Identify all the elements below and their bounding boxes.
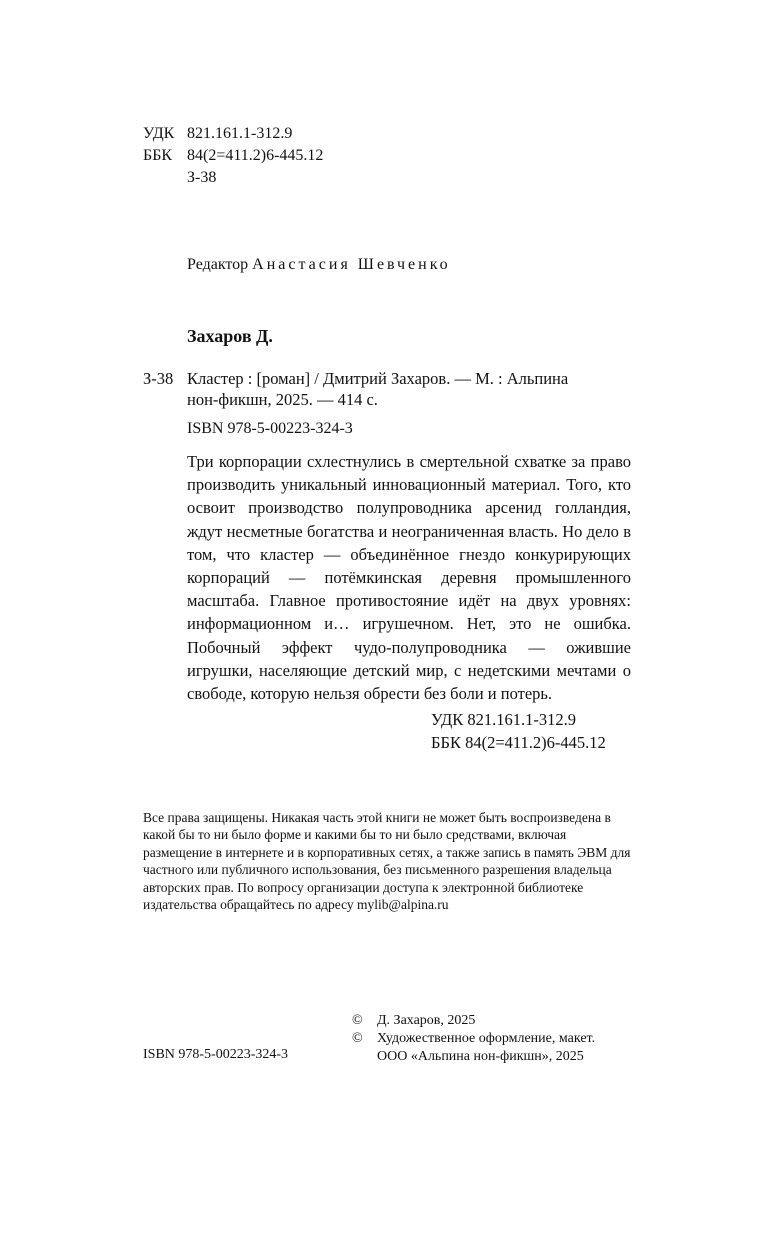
udk-row [143, 123, 323, 145]
udk-value: 821.161.1-312.9 [187, 125, 293, 142]
catalog-line-1 [143, 367, 568, 390]
catalog-line-2: нон-фикшн, 2025. — 414 с. [187, 390, 378, 409]
author-mark-row [143, 167, 323, 189]
udk-label: УДК [143, 125, 175, 142]
editor-name: Анастасия Шевченко [252, 256, 451, 273]
copyright-design-1: Художественное оформление, макет. [377, 1031, 596, 1046]
copyright-author: Д. Захаров, 2025 [377, 1013, 476, 1028]
bbk-row [143, 145, 323, 167]
editor-credit [187, 256, 451, 274]
rights-notice: Все права защищены. Никакая часть этой книги не может быть воспроизведена в какой бы то ни было форме и какими бы то ни было средствами, включая размещение в интернете и в корпоративных сетях, а также запись в память ЭВМ для частного или публичного использования, без письменного разрешения владельца авторских прав. По вопросу организации доступа к электронной библиотеке издательства обращайтесь по адресу mylib@alpina.ru [143, 810, 631, 913]
bbk-value: 84(2=411.2)6-445.12 [187, 147, 324, 164]
footer-udk: УДК 821.161.1-312.9 [431, 710, 577, 729]
book-annotation: Три корпорации схлестнулись в смертельной схватке за право производить уникальный инновационный материал. Того, кто освоит производство полупроводника арсенид голландия, ждут несметные богатства и неограниченная власть. Но дело в том, что кластер — объединённое гнездо конкурирующих корпораций — потёмкинская деревня промышленного масштаба. Главное противостояние идёт на двух уровнях: информационном и… игрушечном. Нет, это не ошибка. Побочный эффект чудо-полупроводника — ожившие игрушки, населяющие детский мир, с недетскими мечтами о свободе, которую нельзя обрести без боли и потерь. [187, 452, 631, 704]
classification-block [143, 123, 323, 189]
copyright-symbol: © [352, 1031, 363, 1046]
footer-bbk: ББК 84(2=411.2)6-445.12 [431, 733, 606, 752]
bbk-label: ББК [143, 147, 173, 164]
catalog-title-line: Кластер : [роман] / Дмитрий Захаров. — М. : Альпина [187, 369, 569, 388]
copyright-author-row [352, 1012, 595, 1030]
copyright-design-2: ООО «Альпина нон-фикшн», 2025 [377, 1049, 584, 1064]
catalog-isbn: ISBN 978-5-00223-324-3 [187, 420, 353, 437]
copyright-block [352, 1012, 595, 1066]
classification-footer [431, 708, 606, 754]
author-mark: З-38 [187, 169, 217, 186]
catalog-author-mark: З-38 [143, 369, 174, 388]
copyright-symbol: © [352, 1013, 363, 1028]
editor-role: Редактор [187, 256, 249, 273]
copyright-design-row [352, 1030, 595, 1048]
author-heading: Захаров Д. [187, 326, 273, 346]
copyright-publisher-row [352, 1048, 595, 1066]
isbn-footer: ISBN 978-5-00223-324-3 [143, 1047, 289, 1062]
